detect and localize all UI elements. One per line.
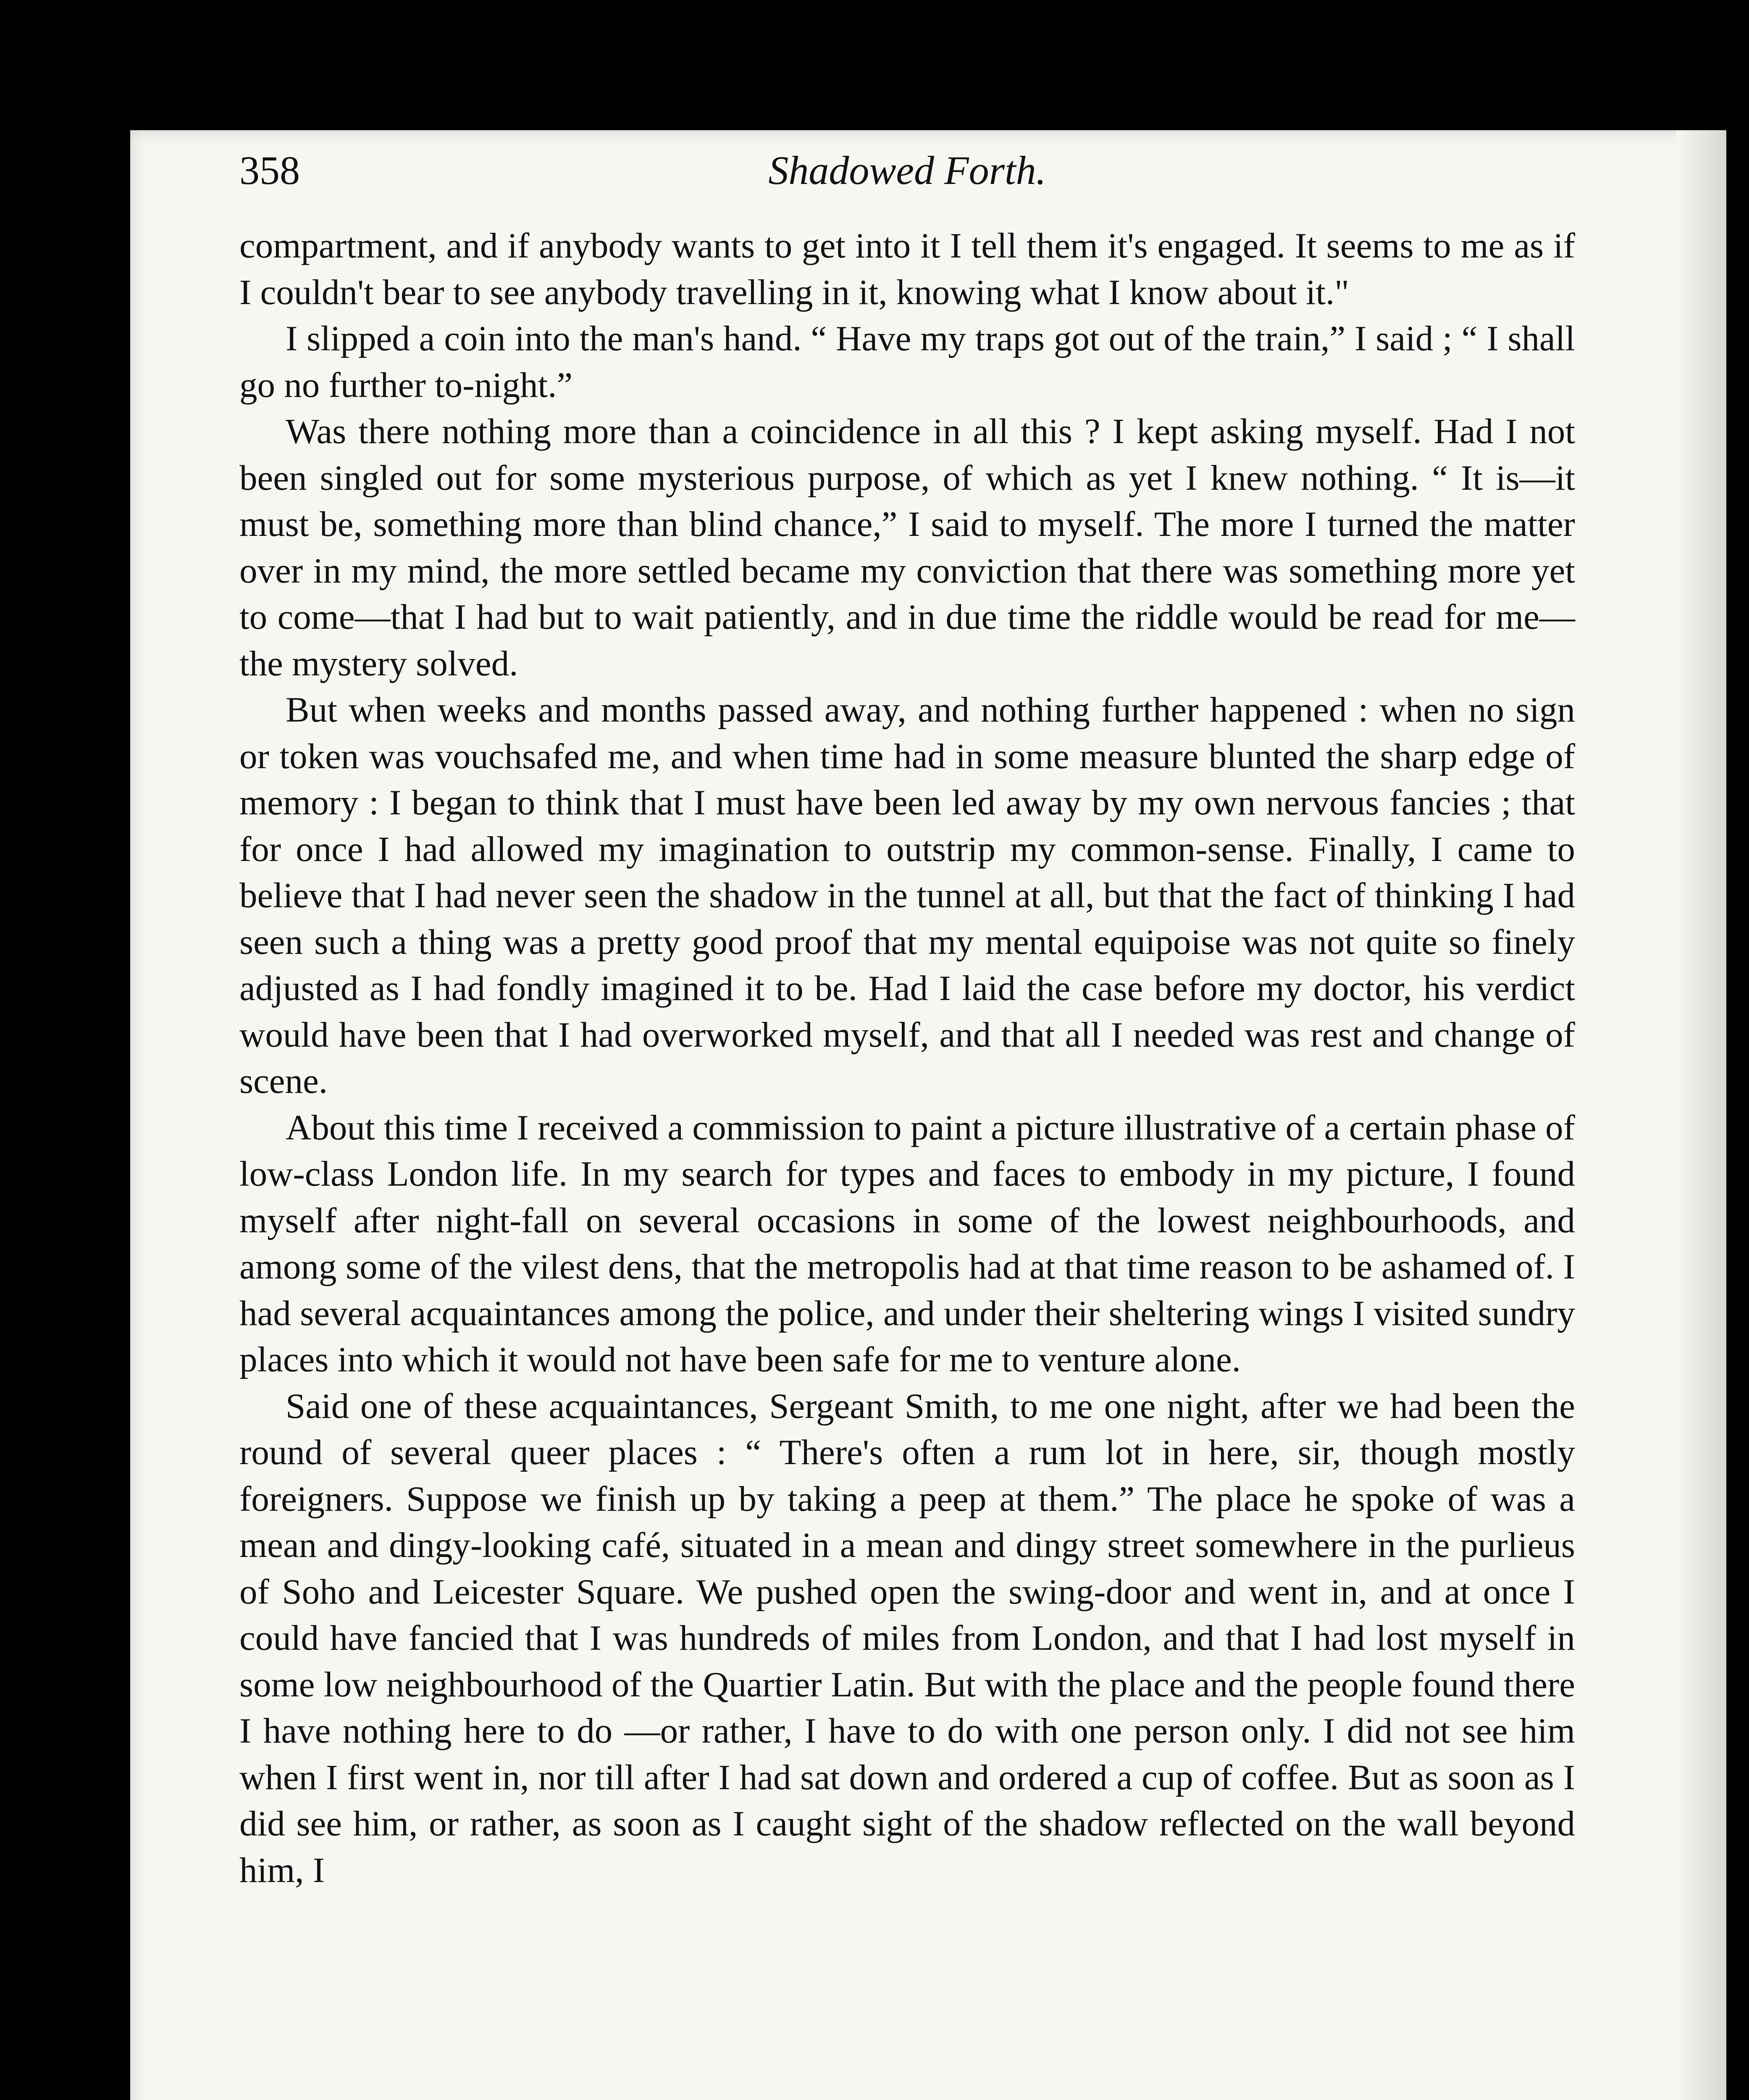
paragraph-5: About this time I received a commission to paint a picture illustrative of a certain phase of low-class London life. In my search for types and faces to embody in my picture, I found myself after night-fall on several occasions in some of the lowest neighbourhoods, and among some of the vilest dens, that the metropolis had at that time reason to be ashamed of. I had several acquaintances among the police, and under their sheltering wings I visited sundry places into which it would not have been safe for me to venture alone.: [239, 1108, 1575, 1379]
paragraph-3: Was there nothing more than a coincidence in all this ? I kept asking myself. Had I not been singled out for some mysterious purpose, of which as yet I knew nothing. “ It is—it must be, something more than blind chance,” I said to myself. The more I turned the matter over in my mind, the more settled became my conviction that there was something more yet to come—that I had but to wait patiently, and in due time the riddle would be read for me—the mystery solved.: [239, 412, 1575, 683]
page-header: [239, 147, 1575, 214]
paragraph-2: I slipped a coin into the man's hand. “ Have my traps got out of the train,” I said ; “ I shall go no further to-night.”: [239, 319, 1575, 405]
running-title: Shadowed Forth.: [768, 148, 1046, 193]
paragraph-6: Said one of these acquaintances, Sergeant Smith, to me one night, after we had been the round of several queer places : “ There's often a rum lot in here, sir, though mostly foreigners. Suppose we finish up by taking a peep at them.” The place he spoke of was a mean and dingy-looking café, situated in a mean and dingy street somewhere in the purlieus of Soho and Leicester Square. We pushed open the swing-door and went in, and at once I could have fancied that I was hundreds of miles from London, and that I had lost myself in some low neighbourhood of the Quartier Latin. But with the place and the people found there I have nothing here to do —or rather, I have to do with one person only. I did not see him when I first went in, nor till after I had sat down and ordered a cup of coffee. But as soon as I did see him, or rather, as soon as I caught sight of the shadow reflected on the wall beyond him, I: [239, 1386, 1575, 1890]
body-text: [239, 223, 1575, 1893]
page-number: 358: [239, 148, 300, 193]
paragraph-4: But when weeks and months passed away, and nothing further happened : when no sign or token was vouchsafed me, and when time had in some measure blunted the sharp edge of memory : I began to think that I must have been led away by my own nervous fancies ; that for once I had allowed my imagination to outstrip my common-sense. Finally, I came to believe that I had never seen the shadow in the tunnel at all, but that the fact of thinking I had seen such a thing was a pretty good proof that my mental equipoise was not quite so finely adjusted as I had fondly imagined it to be. Had I laid the case before my doctor, his verdict would have been that I had overworked myself, and that all I needed was rest and change of scene.: [239, 690, 1575, 1101]
page-edge-shading: [1676, 130, 1726, 2100]
paragraph-1: compartment, and if anybody wants to get into it I tell them it's engaged. It seems to me as if I couldn't bear to see anybody travelling in it, knowing what I know about it.": [239, 226, 1575, 312]
